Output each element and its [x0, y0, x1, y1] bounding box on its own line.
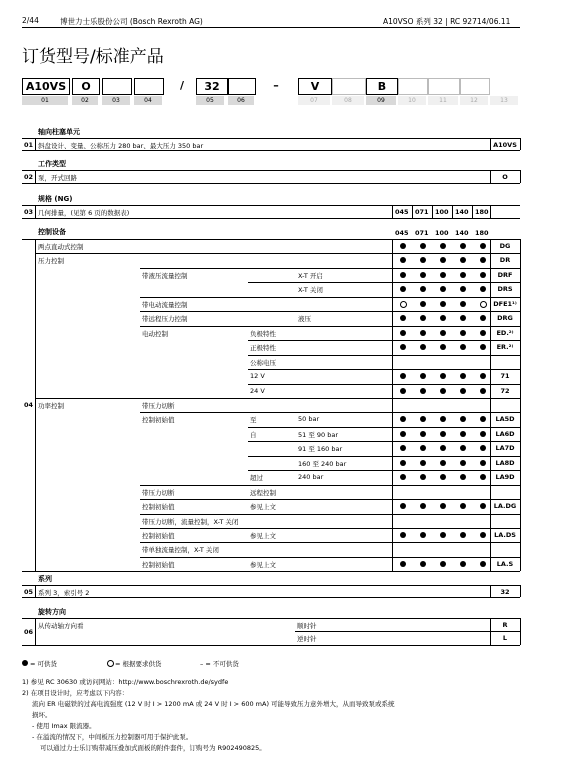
row-line: [22, 571, 520, 572]
available-dot: [440, 286, 446, 292]
footnote-2: 2) 在项目设计时，应考虑以下内容：: [22, 689, 129, 697]
control-cell: X-T 开启: [298, 271, 323, 280]
available-dot: [440, 445, 446, 451]
control-code: DRS: [497, 285, 513, 294]
available-dot: [420, 431, 426, 437]
available-dot: [400, 416, 406, 422]
control-cell: 160 至 240 bar: [298, 459, 347, 468]
section-num: 01: [24, 141, 34, 149]
available-dot: [420, 373, 426, 379]
control-cell: 带单独流量控制，X-T 关闭: [142, 546, 219, 555]
available-dot: [440, 474, 446, 480]
page-title: 订货型号/标准产品: [22, 47, 164, 67]
control-cell: 50 bar: [298, 415, 320, 424]
available-dot: [440, 373, 446, 379]
available-dot: [400, 330, 406, 336]
available-dot: [480, 243, 486, 249]
available-dot: [480, 315, 486, 321]
size-header: 045: [395, 208, 409, 216]
row-line: [140, 557, 520, 558]
control-cell: 参见上文: [250, 503, 276, 512]
size-header: 071: [415, 208, 429, 216]
available-dot: [480, 330, 486, 336]
control-code: LA8D: [495, 458, 515, 467]
available-dot: [400, 257, 406, 263]
code-box: [228, 78, 256, 95]
section-02-heading: 工作类型: [38, 160, 66, 168]
row-line: [140, 297, 520, 298]
control-code: DFE1¹⁾: [493, 299, 517, 308]
row-line: [35, 239, 520, 240]
section-05-text: 系列 3，索引号 2: [38, 589, 90, 597]
row-line: [248, 369, 520, 370]
code-box: [134, 78, 164, 95]
control-code: LA.S: [496, 559, 514, 568]
available-dot: [480, 373, 486, 379]
available-dot: [440, 416, 446, 422]
code-box: O: [72, 78, 100, 95]
available-dot: [400, 532, 406, 538]
row-line: [248, 441, 520, 442]
available-dot: [480, 416, 486, 422]
control-code: DR: [499, 256, 511, 265]
control-cell: 液压: [298, 315, 311, 324]
available-dot: [480, 388, 486, 394]
available-dot: [400, 243, 406, 249]
control-code: LA5D: [495, 415, 515, 424]
row-line: [248, 384, 520, 385]
divider: [520, 239, 521, 571]
code-position-number: 13: [490, 96, 518, 105]
available-dot: [440, 301, 446, 307]
code-box: V: [298, 78, 332, 95]
section-01-code: A10VS: [493, 141, 517, 149]
available-dot: [460, 431, 466, 437]
code-box: [428, 78, 460, 95]
section-num: 03: [24, 208, 34, 216]
control-cell: 参见上文: [250, 532, 276, 540]
available-dot: [480, 503, 486, 509]
available-dot: [420, 286, 426, 292]
available-dot: [420, 257, 426, 263]
row-line: [248, 427, 520, 428]
available-dot: [480, 474, 486, 480]
code-box: [398, 78, 428, 95]
control-code: DRG: [497, 314, 513, 323]
section-03-text: 几何排量，(见第 6 页的数据表): [38, 209, 130, 217]
available-dot: [460, 373, 466, 379]
company-name: 博世力士乐股份公司 (Bosch Rexroth AG): [60, 17, 203, 26]
available-dot: [440, 460, 446, 466]
available-dot: [480, 344, 486, 350]
available-dot: [420, 330, 426, 336]
available-icon: [22, 660, 28, 666]
control-cell: X-T 关闭: [298, 286, 323, 295]
row-line: [140, 499, 520, 500]
divider: [392, 239, 393, 571]
section-num: 06: [24, 628, 34, 636]
available-dot: [460, 301, 466, 307]
on-request-dot: [400, 301, 407, 308]
control-cell: 51 至 90 bar: [298, 430, 339, 439]
footnote-2-line: 流向 ER 电磁铁的过高电流强度 (12 V 时 I > 1200 mA 或 24 V 时 I > 600 mA) 可能导致压力意外增大，从而导致泵或系统: [32, 700, 395, 708]
section-num: 05: [24, 588, 34, 596]
code-position-number: 08: [332, 96, 364, 105]
control-code: LA.DS: [494, 531, 516, 539]
legend-on-request: = 根据要求供货: [115, 660, 162, 668]
available-dot: [480, 257, 486, 263]
section-05-heading: 系列: [38, 575, 52, 583]
available-dot: [440, 243, 446, 249]
row-line: [35, 253, 520, 254]
size-header: 100: [435, 208, 449, 216]
control-cell: 12 V: [250, 372, 265, 381]
row-line: [140, 268, 520, 269]
available-dot: [420, 532, 426, 538]
available-dot: [420, 243, 426, 249]
available-dot: [460, 445, 466, 451]
control-cell: 至: [250, 416, 257, 425]
control-cell: 带压力切断: [142, 488, 175, 497]
available-dot: [480, 445, 486, 451]
divider: [412, 205, 413, 218]
available-dot: [480, 532, 486, 538]
code-box: 32: [196, 78, 228, 95]
control-code: LA7D: [495, 444, 515, 453]
available-dot: [400, 503, 406, 509]
rotation-ccw: 逆时针: [297, 635, 317, 643]
available-dot: [400, 431, 406, 437]
row-line: [248, 355, 520, 356]
row-line: [248, 282, 520, 283]
row-line: [140, 542, 520, 543]
control-code: DRF: [497, 270, 513, 279]
code-position-number: 03: [102, 96, 130, 105]
code-box: [102, 78, 132, 95]
available-dot: [460, 532, 466, 538]
footnote-2-line: - 使用 Imax 限流器。: [32, 722, 96, 730]
code-position-number: 09: [366, 96, 396, 105]
divider: [35, 239, 36, 571]
code-position-number: 07: [298, 96, 330, 105]
control-cell: 超过: [250, 474, 263, 483]
control-cell: 公称电压: [250, 358, 276, 367]
row-line: [140, 326, 520, 327]
section-01-text: 斜盘设计、变量、公称压力 280 bar、最大压力 350 bar: [38, 142, 204, 150]
code-position-number: 06: [228, 96, 254, 105]
divider: [432, 205, 433, 218]
available-dot: [400, 388, 406, 394]
control-cell: 带电动流量控制: [142, 300, 188, 309]
available-dot: [420, 344, 426, 350]
section-04-heading: 控制设备: [38, 228, 66, 236]
available-dot: [460, 344, 466, 350]
row-line: [22, 239, 35, 240]
available-dot: [460, 243, 466, 249]
divider: [490, 239, 491, 571]
control-cell: 两点直动式控制: [38, 243, 84, 251]
code-box: [460, 78, 490, 95]
control-cell: 91 至 160 bar: [298, 445, 343, 454]
available-dot: [400, 315, 406, 321]
control-code: LA9D: [495, 473, 515, 482]
footnote-2-line: 可以通过力士乐订购带减压叠加式面板的附件套件，订购号为 R902490825。: [40, 744, 266, 752]
size-header: 071: [415, 229, 429, 237]
available-dot: [480, 286, 486, 292]
row-line: [35, 398, 520, 399]
available-dot: [460, 474, 466, 480]
available-dot: [420, 388, 426, 394]
footnote-2-line: 损坏。: [32, 711, 52, 719]
available-dot: [420, 561, 426, 567]
code-position-number: 02: [72, 96, 98, 105]
available-dot: [440, 532, 446, 538]
available-dot: [480, 460, 486, 466]
row-line: [140, 514, 520, 515]
on-request-dot: [480, 301, 487, 308]
control-cell: 参见上文: [250, 560, 276, 569]
code-position-number: 10: [398, 96, 426, 105]
available-dot: [440, 315, 446, 321]
available-dot: [460, 272, 466, 278]
code-box: –: [273, 79, 279, 92]
control-code: LA6D: [495, 429, 515, 438]
size-header: 180: [475, 229, 489, 237]
footnote-1: 1) 参见 RC 30630 或访问网站：http://www.boschrexroth.de/sydfe: [22, 678, 229, 686]
control-cell: 正极特性: [250, 344, 276, 353]
available-dot: [400, 286, 406, 292]
available-dot: [400, 474, 406, 480]
section-06-heading: 旋转方向: [38, 608, 66, 616]
available-dot: [480, 561, 486, 567]
code-position-number: 01: [22, 96, 68, 105]
available-dot: [460, 388, 466, 394]
available-dot: [420, 445, 426, 451]
control-cell: 24 V: [250, 386, 265, 395]
control-cell: 带压力切断，流量控制，X-T 关闭: [142, 517, 239, 526]
available-dot: [420, 474, 426, 480]
control-code: 71: [500, 372, 510, 381]
section-02-code: O: [502, 173, 508, 181]
control-cell: 电动控制: [142, 329, 168, 338]
on-request-icon: [107, 660, 114, 667]
available-dot: [420, 272, 426, 278]
row-line: [248, 470, 520, 471]
control-code: ER.²⁾: [496, 343, 514, 352]
row-line: [140, 485, 520, 486]
available-dot: [400, 272, 406, 278]
available-dot: [460, 561, 466, 567]
available-dot: [440, 272, 446, 278]
rotation-ccw-code: L: [502, 634, 508, 642]
control-cell: 240 bar: [298, 473, 324, 482]
control-code: ED.²⁾: [496, 328, 514, 337]
code-position-number: 05: [196, 96, 224, 105]
page-number: 2/44: [22, 16, 39, 25]
legend-available: = 可供货: [30, 660, 58, 668]
section-05-code: 32: [500, 588, 510, 596]
available-dot: [400, 561, 406, 567]
available-dot: [440, 431, 446, 437]
size-header: 045: [395, 229, 409, 237]
size-header: 140: [455, 208, 469, 216]
available-dot: [420, 301, 426, 307]
control-cell: 带液压流量控制: [142, 271, 188, 280]
row-line: [248, 340, 520, 341]
available-dot: [400, 373, 406, 379]
control-cell: 控制初始值: [142, 503, 175, 512]
control-cell: 压力控制: [38, 257, 64, 266]
code-box: [332, 78, 366, 95]
control-code: LA.DG: [493, 502, 517, 511]
code-position-number: 04: [134, 96, 162, 105]
row-line: [140, 311, 520, 312]
rotation-cw: 顺时针: [297, 622, 317, 630]
available-dot: [440, 344, 446, 350]
available-dot: [440, 503, 446, 509]
available-dot: [420, 416, 426, 422]
available-dot: [440, 388, 446, 394]
available-dot: [440, 330, 446, 336]
row-line: [140, 528, 520, 529]
doc-ref: A10VSO 系列 32 | RC 92714/06.11: [383, 17, 511, 26]
control-cell: 控制初始值: [142, 416, 175, 425]
section-02-text: 泵，开式回路: [38, 174, 77, 182]
available-dot: [460, 315, 466, 321]
footnote-2-line: - 在溢流的情况下，中间板压力控制器可用于保护此泵。: [32, 733, 193, 741]
control-cell: 自: [250, 430, 257, 439]
available-dot: [460, 286, 466, 292]
available-dot: [440, 561, 446, 567]
available-dot: [420, 460, 426, 466]
available-dot: [460, 503, 466, 509]
control-cell: 远程控制: [250, 488, 276, 497]
available-dot: [480, 272, 486, 278]
code-box: B: [366, 78, 398, 95]
code-position-number: 12: [460, 96, 488, 105]
legend-not-available: – = 不可供货: [200, 660, 239, 668]
section-03-heading: 规格 (NG): [38, 195, 73, 203]
section-num: 04: [24, 400, 34, 409]
control-cell: 带远程压力控制: [142, 315, 188, 324]
available-dot: [460, 460, 466, 466]
control-code: DG: [499, 242, 511, 250]
size-header: 180: [475, 208, 489, 216]
rotation-cw-code: R: [502, 621, 508, 629]
available-dot: [460, 330, 466, 336]
size-header: 140: [455, 229, 469, 237]
section-num: 02: [24, 173, 34, 181]
available-dot: [400, 344, 406, 350]
control-cell: 带压力切断: [142, 401, 175, 410]
code-box: /: [179, 79, 185, 92]
control-cell: 负极特性: [250, 329, 276, 338]
control-cell: 功率控制: [38, 401, 64, 410]
row-line: [140, 412, 520, 413]
divider: [452, 205, 453, 218]
control-code: 72: [500, 386, 510, 395]
section-01-heading: 轴向柱塞单元: [38, 128, 80, 136]
code-box: A10VS: [22, 78, 70, 95]
available-dot: [460, 257, 466, 263]
available-dot: [460, 416, 466, 422]
available-dot: [480, 431, 486, 437]
available-dot: [400, 445, 406, 451]
section-06-text: 从传动轴方向看: [38, 622, 84, 630]
row-line: [248, 456, 520, 457]
available-dot: [420, 503, 426, 509]
available-dot: [400, 460, 406, 466]
available-dot: [440, 257, 446, 263]
divider: [472, 205, 473, 218]
code-position-number: 11: [428, 96, 458, 105]
control-cell: 控制初始值: [142, 532, 175, 540]
available-dot: [420, 315, 426, 321]
control-cell: 控制初始值: [142, 560, 175, 569]
size-header: 100: [435, 229, 449, 237]
